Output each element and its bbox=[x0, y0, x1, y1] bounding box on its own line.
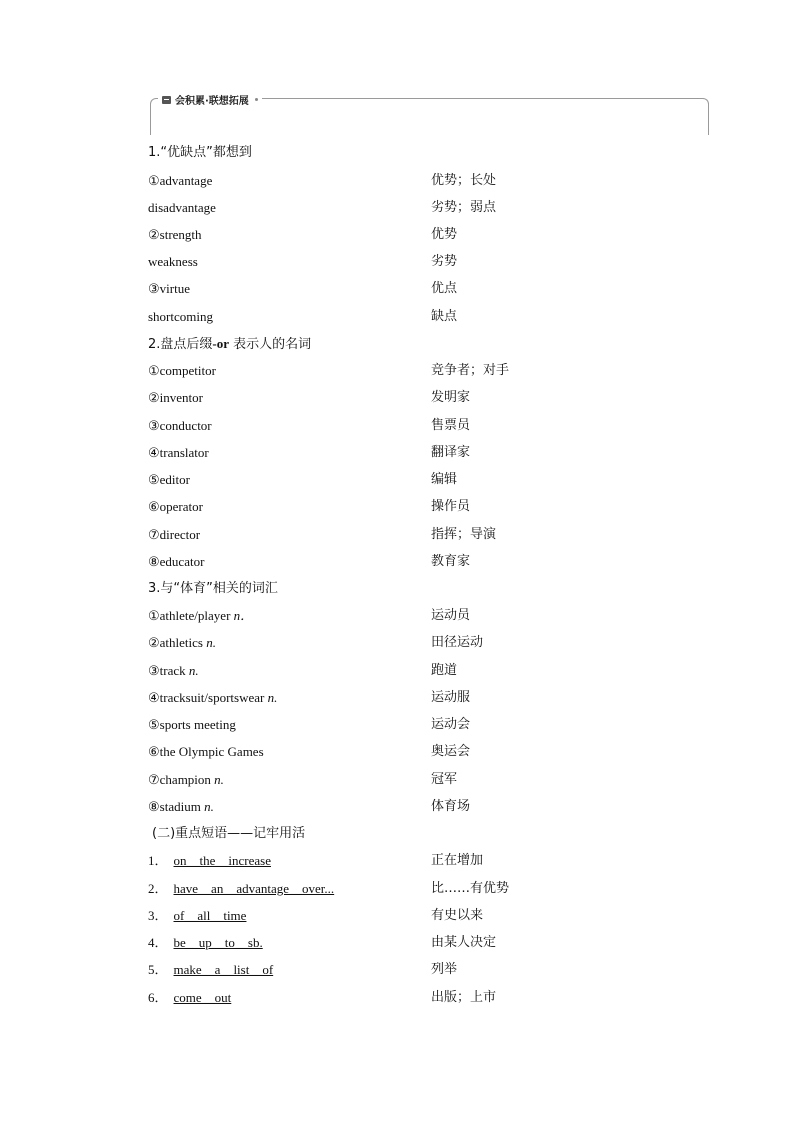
list-item: ④tracksuit/sportswear n. 运动服 bbox=[148, 690, 471, 705]
section-1-title: 1.“优缺点”都想到 bbox=[148, 145, 252, 160]
list-item: disadvantage 劣势；弱点 bbox=[148, 200, 497, 215]
list-item: ⑧stadium n. 体育场 bbox=[148, 799, 471, 814]
list-item: 4． be__up__to__sb. 由某人决定 bbox=[148, 935, 497, 950]
list-item: ①athlete/player n． 运动员 bbox=[148, 608, 471, 623]
section-tag-label: 会积累·联想拓展 bbox=[175, 96, 249, 107]
phrases-title: (二)重点短语——记牢用活 bbox=[152, 826, 306, 841]
list-item: ①competitor 竞争者；对手 bbox=[148, 363, 510, 378]
dot-icon bbox=[255, 98, 258, 101]
list-item: ⑦champion n. 冠军 bbox=[148, 772, 458, 787]
list-item: ④translator 翻译家 bbox=[148, 445, 471, 460]
list-item: ⑤sports meeting 运动会 bbox=[148, 717, 471, 732]
list-item: ⑦director 指挥；导演 bbox=[148, 527, 497, 542]
list-item: ①advantage 优势；长处 bbox=[148, 173, 497, 188]
list-item: ②strength 优势 bbox=[148, 227, 458, 242]
list-item: 1． on__the__increase 正在增加 bbox=[148, 853, 484, 868]
section-3-title: 3.与“体育”相关的词汇 bbox=[148, 581, 278, 596]
list-item: ⑧educator 教育家 bbox=[148, 554, 471, 569]
section-2-title: 2.盘点后缀-or 表示人的名词 bbox=[148, 336, 312, 352]
book-icon bbox=[162, 96, 171, 104]
list-item: ⑥the Olympic Games 奥运会 bbox=[148, 744, 471, 759]
list-item: weakness 劣势 bbox=[148, 254, 458, 269]
list-item: 3． of__all__time 有史以来 bbox=[148, 908, 484, 923]
list-item: ③track n. 跑道 bbox=[148, 663, 458, 678]
list-item: ②inventor 发明家 bbox=[148, 390, 471, 405]
list-item: ③conductor 售票员 bbox=[148, 418, 471, 433]
section-tag bbox=[158, 92, 262, 107]
list-item: ③virtue 优点 bbox=[148, 281, 458, 296]
list-item: ⑤editor 编辑 bbox=[148, 472, 458, 487]
list-item: 5． make__a__list__of 列举 bbox=[148, 962, 458, 977]
list-item: 2． have__an__advantage__over... 比……有优势 bbox=[148, 881, 510, 896]
list-item: 6． come__out 出版；上市 bbox=[148, 990, 497, 1005]
list-item: shortcoming 缺点 bbox=[148, 309, 458, 324]
list-item: ⑥operator 操作员 bbox=[148, 499, 471, 514]
list-item: ②athletics n. 田径运动 bbox=[148, 635, 484, 650]
